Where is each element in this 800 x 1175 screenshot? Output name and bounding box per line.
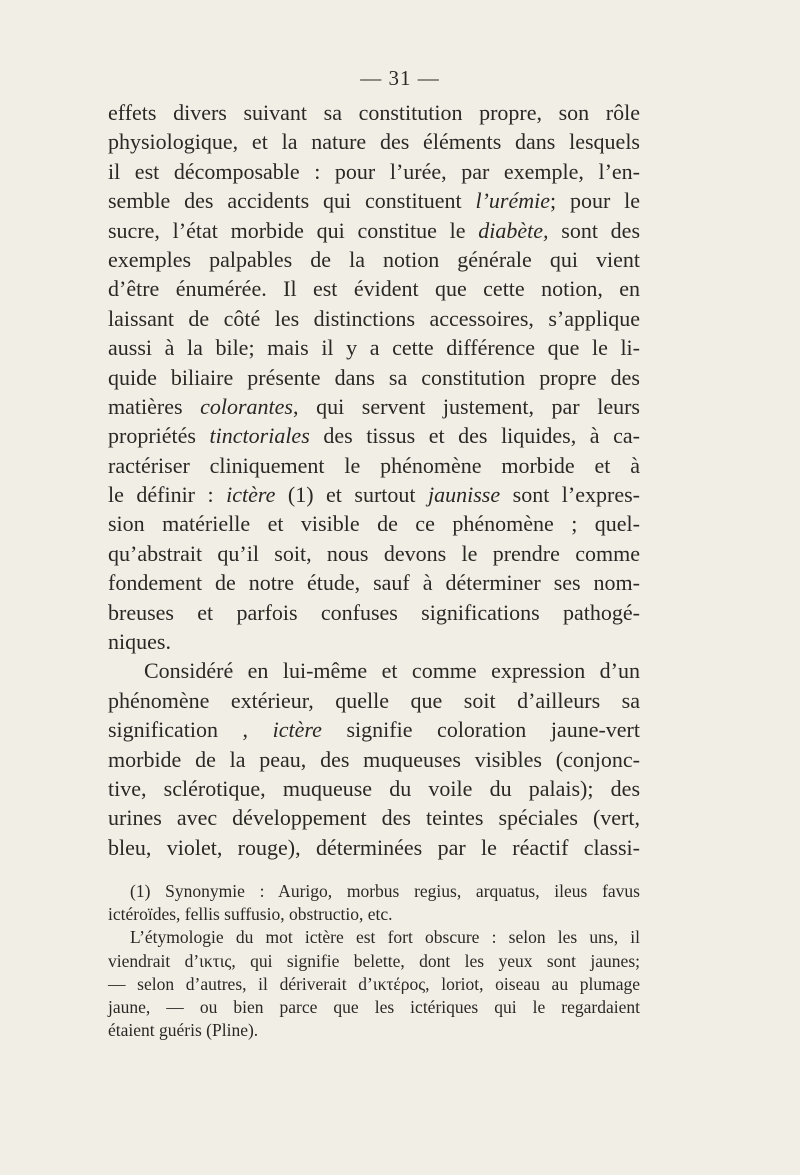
paragraph-line: fondement de notre étude, sauf à déterminer ses nom- [108,570,640,596]
paragraph-line: bleu, violet, rouge), déterminées par le réactif classi- [108,834,640,860]
footnote-line: — selon d’autres, il dériverait d’ικτέρος, loriot, oiseau au plumage [108,973,640,994]
paragraph-line: il est décomposable : pour l’urée, par exemple, l’en- [108,158,640,184]
paragraph-line: matières colorantes, qui servent justement, par leurs [108,393,640,419]
paragraph-line: exemples palpables de la notion générale qui vient [108,246,640,272]
paragraph-line: physiologique, et la nature des éléments dans lesquels [108,129,640,155]
main-text [108,98,640,862]
paragraph-line: signification , ictère signifie coloration jaune-vert [108,717,640,743]
footnote-line: L’étymologie du mot ictère est fort obscure : selon les uns, il [130,927,640,948]
italic-term: colorantes [200,393,293,419]
italic-term: jaunisse [428,482,501,508]
footnote-line: ictéroïdes, fellis suffusio, obstructio, etc. [108,904,393,925]
italic-term: ictère [226,482,276,508]
paragraph-line: Considéré en lui-même et comme expression d’un [144,658,640,684]
paragraph-line: aussi à la bile; mais il y a cette différence que le li- [108,335,640,361]
paragraph-line: le définir : ictère (1) et surtout jaunisse sont l’expres- [108,482,640,508]
paragraph-line: effets divers suivant sa constitution propre, son rôle [108,100,640,125]
footnote-line: jaune, — ou bien parce que les ictériques qui le regardaient [108,996,640,1017]
paragraph-line: quide biliaire présente dans sa constitution propre des [108,364,640,390]
page-number: — 31 — [360,66,440,90]
paragraph-line: ractériser cliniquement le phénomène morbide et à [108,452,640,478]
footnote-line: (1) Synonymie : Aurigo, morbus regius, arquatus, ileus favus [130,881,640,901]
paragraph-line: phénomène extérieur, quelle que soit d’ailleurs sa [108,687,640,713]
italic-term: l’urémie [475,188,550,214]
italic-term: tinctoriales [209,423,310,449]
footnote-line: étaient guéris (Pline). [108,1020,259,1041]
paragraph-line: sion matérielle et visible de ce phénomène ; quel- [108,511,640,537]
italic-term: diabète, [478,217,549,243]
paragraph-line: urines avec développement des teintes spéciales (vert, [108,805,640,831]
footnote [108,880,640,1042]
paragraph-line: laissant de côté les distinctions accessoires, s’applique [108,305,640,331]
footnote-line: viendrait d’ικτις, qui signifie belette, dont les yeux sont jaunes; [108,950,640,971]
paragraph-line: d’être énumérée. Il est évident que cette notion, en [108,276,640,302]
paragraph-line: qu’abstrait qu’il soit, nous devons le prendre comme [108,540,640,566]
paragraph-line: propriétés tinctoriales des tissus et des liquides, à ca- [108,423,640,449]
paragraph-line: semble des accidents qui constituent l’urémie; pour le [108,188,640,214]
paragraph-line: sucre, l’état morbide qui constitue le diabète, sont des [108,217,641,243]
italic-term: ictère [272,717,322,743]
paragraph-line: breuses et parfois confuses significations pathogé- [108,599,640,625]
paragraph-line: niques. [108,629,171,655]
paragraph-line: morbide de la peau, des muqueuses visibles (conjonc- [108,746,640,772]
paragraph-line: tive, sclérotique, muqueuse du voile du palais); des [108,775,640,801]
